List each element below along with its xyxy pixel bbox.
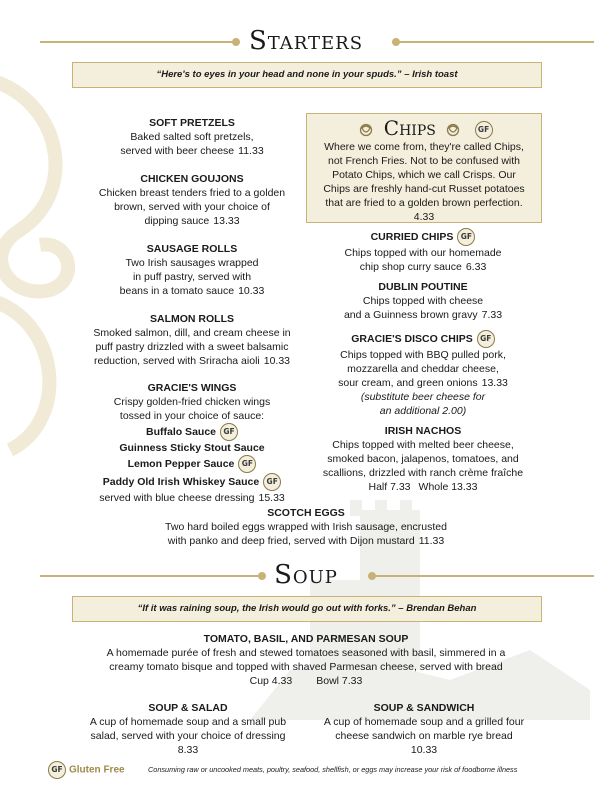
item-price: 11.33 [238,145,264,157]
item-desc: Chips topped with BBQ pulled pork, [340,349,506,361]
item-name: SAUSAGE ROLLS [146,243,238,255]
item-name: CURRIED CHIPS [370,230,454,243]
item-desc: Chips topped with cheese [362,295,484,307]
item-dublin-poutine [306,280,540,322]
item-desc: Chips topped with our homemade [344,247,502,259]
item-tomato-soup [72,632,540,688]
item-desc: creamy tomato bisque and topped with shaved Parmesan cheese, served with bread [109,661,503,673]
starters-title: Starters [248,26,364,56]
sauce-option: Buffalo Sauce [145,425,216,438]
soup-header [0,560,612,590]
item-price: 6.33 [465,261,487,273]
item-name: CHICKEN GOUJONS [140,173,244,185]
item-note: an additional 2.00) [379,405,467,417]
item-soup-salad [72,701,304,757]
item-name: SCOTCH EGGS [267,507,345,519]
item-salmon-rolls [78,312,306,368]
item-curried-chips [306,228,540,274]
item-price: Cup 4.33 [249,675,293,687]
gluten-free-badge-icon: GF [477,330,495,348]
item-desc: served with beer cheese [120,145,235,157]
item-desc: chip shop curry sauce [359,261,462,273]
item-price: 10.33 [263,355,291,367]
item-name: SALMON ROLLS [150,313,234,325]
gluten-free-badge-icon: GF [220,423,238,441]
soup-title: Soup [274,560,338,590]
sauce-option: Guinness Sticky Stout Sauce [119,442,265,454]
starters-header [0,26,612,56]
item-disco-chips [306,330,540,418]
item-price: Whole 13.33 [418,481,478,493]
gluten-free-badge-icon: GF [457,228,475,246]
header-divider-right [396,41,594,43]
celtic-knot-icon [359,123,373,137]
item-desc: sour cream, and green onions [338,377,478,389]
chips-desc: Potato Chips, which we call Crisps. Our [332,169,516,181]
gluten-free-badge-icon: GF [475,121,493,139]
item-name: GRACIE'S DISCO CHIPS [351,332,473,345]
chips-desc: not French Fries. Not to be confused with [327,155,520,167]
chips-box [306,113,542,223]
sauce-option: Paddy Old Irish Whiskey Sauce [102,475,260,488]
item-desc: brown, served with your choice of [114,201,270,213]
item-desc: puff pastry drizzled with a sweet balsamic [95,341,289,353]
item-price: Bowl 7.33 [316,675,363,687]
item-price: 10.33 [410,744,438,756]
item-desc: dipping sauce [144,215,210,227]
item-desc: in puff pastry, served with [132,271,252,283]
item-name: TOMATO, BASIL, AND PARMESAN SOUP [203,633,409,645]
item-desc: beans in a tomato sauce [119,285,235,297]
item-desc: mozzarella and cheddar cheese, [347,363,499,375]
item-desc: Two Irish sausages wrapped [125,257,259,269]
gluten-free-legend [48,761,125,779]
item-price: 8.33 [177,744,199,756]
item-price: 10.33 [238,285,265,297]
item-price: 13.33 [213,215,240,227]
item-sausage-rolls [78,242,306,298]
item-desc: Crispy golden-fried chicken wings [113,396,271,408]
item-price: 7.33 [481,309,503,321]
item-price: Half 7.33 [368,481,411,493]
gluten-free-badge-icon: GF [48,761,66,779]
item-desc: Two hard boiled eggs wrapped with Irish sausage, encrusted [165,521,447,533]
item-desc: A homemade purée of fresh and stewed tomatoes seasoned with basil, simmered in a [106,647,506,659]
item-soup-sandwich [308,701,540,757]
foodborne-warning: Consuming raw or uncooked meats, poultry, seafood, shellfish, or eggs may increase your risk of foodborne illness [148,765,518,774]
celtic-swirl-icon [0,40,90,460]
item-chicken-goujons [78,172,306,228]
item-name: SOUP & SALAD [148,702,228,714]
item-name: IRISH NACHOS [384,425,462,437]
chips-price: 4.33 [413,211,435,223]
item-desc: served with blue cheese dressing [99,492,255,504]
item-name: SOUP & SANDWICH [373,702,475,714]
item-soft-pretzels [78,116,306,158]
item-desc: smoked bacon, jalapenos, tomatoes, and [327,453,519,465]
item-desc: salad, served with your choice of dressing [90,730,286,742]
footer [48,760,578,780]
item-desc: and a Guinness brown gravy [343,309,478,321]
item-desc: tossed in your choice of sauce: [119,410,265,422]
item-desc: scallions, drizzled with ranch crème fraîche [322,467,524,479]
starters-quote: “Here's to eyes in your head and none in your spuds.” – Irish toast [72,62,542,88]
chips-desc: Chips are freshly hand-cut Russet potatoes [323,183,525,195]
chips-title-row [307,116,541,140]
item-desc: Chicken breast tenders fried to a golden [98,187,286,199]
chips-desc: that are fried to a golden brown perfection. [325,197,523,209]
item-desc: Smoked salmon, dill, and cream cheese in [93,327,291,339]
item-name: SOFT PRETZELS [149,117,235,129]
chips-desc: Where we come from, they're called Chips, [324,141,524,153]
item-irish-nachos [306,424,540,494]
item-desc: A cup of homemade soup and a small pub [89,716,287,728]
item-note: (substitute beer cheese for [360,391,486,403]
chips-title: Chips [383,116,436,140]
item-name: GRACIE'S WINGS [147,382,237,394]
item-price: 15.33 [258,492,285,504]
gluten-free-label: Gluten Free [69,764,125,776]
item-price: 11.33 [418,535,445,547]
item-scotch-eggs [72,506,540,548]
item-desc: with panko and deep fried, served with Dijon mustard [167,535,415,547]
sauce-option: Lemon Pepper Sauce [127,457,235,470]
header-divider-right [372,575,594,577]
gluten-free-badge-icon: GF [263,473,281,491]
item-gracies-wings [78,381,306,505]
item-desc: cheese sandwich on marble rye bread [335,730,513,742]
item-desc: reduction, served with Sriracha aioli [93,355,260,367]
item-desc: Chips topped with melted beer cheese, [332,439,514,451]
item-price: 13.33 [481,377,508,389]
soup-quote: “If it was raining soup, the Irish would go out with forks.” – Brendan Behan [72,596,542,622]
item-desc: Baked salted soft pretzels, [130,131,254,143]
item-desc: A cup of homemade soup and a grilled four [323,716,525,728]
gluten-free-badge-icon: GF [238,455,256,473]
item-name: DUBLIN POUTINE [378,281,468,293]
celtic-knot-icon [446,123,460,137]
